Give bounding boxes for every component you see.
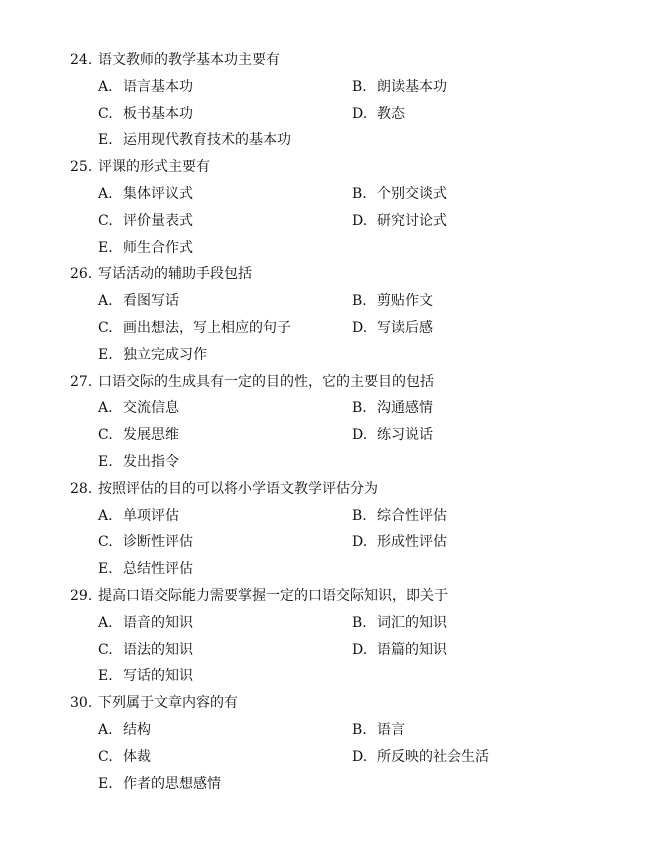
question-27: [0, 369, 656, 476]
option-letter: D.: [352, 105, 368, 122]
option-e: [98, 771, 221, 798]
option-e: [98, 342, 207, 369]
option-d: [352, 101, 405, 128]
option-a: [98, 395, 179, 422]
option-row: [0, 449, 656, 476]
option-row: [0, 771, 656, 798]
option-c: [98, 208, 193, 235]
question-stem: [0, 476, 656, 503]
option-row: [0, 556, 656, 583]
option-letter: D.: [352, 641, 368, 658]
option-b: [352, 395, 433, 422]
option-b: [352, 610, 447, 637]
question-30: [0, 690, 656, 797]
option-row: [0, 637, 656, 664]
option-text: 个别交谈式: [377, 185, 447, 202]
option-letter: E.: [98, 561, 113, 578]
question-number: 28.: [70, 480, 93, 497]
question-stem: [0, 154, 656, 181]
question-text: 提高口语交际能力需要掌握一定的口语交际知识，即关于: [98, 587, 448, 604]
option-row: [0, 717, 656, 744]
question-text: 按照评估的目的可以将小学语文教学评估分为: [98, 480, 378, 497]
option-e: [98, 235, 193, 262]
option-row: [0, 744, 656, 771]
question-text: 下列属于文章内容的有: [98, 695, 238, 712]
option-text: 语音的知识: [123, 614, 193, 631]
option-a: [98, 288, 179, 315]
option-row: [0, 235, 656, 262]
option-letter: A.: [98, 293, 113, 310]
question-number: 26.: [70, 266, 93, 283]
option-letter: D.: [352, 212, 368, 229]
option-text: 集体评议式: [123, 185, 193, 202]
question-number: 25.: [70, 159, 93, 176]
option-d: [352, 208, 447, 235]
option-text: 发展思维: [123, 427, 179, 444]
option-letter: E.: [98, 668, 113, 685]
option-letter: D.: [352, 748, 368, 765]
option-text: 评价量表式: [123, 212, 193, 229]
question-number: 24.: [70, 52, 93, 68]
question-stem: [0, 369, 656, 396]
option-text: 板书基本功: [123, 105, 193, 122]
option-text: 综合性评估: [377, 507, 447, 524]
option-text: 运用现代教育技术的基本功: [123, 132, 291, 149]
option-letter: A.: [98, 721, 113, 738]
option-text: 朗读基本功: [377, 78, 447, 95]
question-28: [0, 476, 656, 583]
option-text: 独立完成习作: [123, 346, 207, 363]
option-a: [98, 503, 179, 530]
option-letter: A.: [98, 400, 113, 417]
option-c: [98, 744, 151, 771]
option-c: [98, 315, 291, 342]
option-c: [98, 637, 193, 664]
option-letter: B.: [352, 614, 367, 631]
option-a: [98, 181, 193, 208]
option-text: 语篇的知识: [377, 641, 447, 658]
option-letter: D.: [352, 534, 368, 551]
question-29: [0, 583, 656, 690]
option-row: [0, 208, 656, 235]
option-text: 语法的知识: [123, 641, 193, 658]
option-b: [352, 74, 447, 101]
question-stem: [0, 690, 656, 717]
option-d: [352, 529, 447, 556]
question-text: 评课的形式主要有: [98, 159, 210, 176]
question-stem: [0, 47, 656, 74]
question-number: 30.: [70, 695, 93, 712]
option-a: [98, 74, 193, 101]
option-letter: A.: [98, 78, 113, 95]
question-number: 29.: [70, 587, 93, 604]
option-text: 总结性评估: [123, 561, 193, 578]
option-letter: B.: [352, 400, 367, 417]
option-c: [98, 101, 193, 128]
option-text: 形成性评估: [377, 534, 447, 551]
option-row: [0, 101, 656, 128]
option-letter: E.: [98, 453, 113, 470]
option-row: [0, 288, 656, 315]
option-letter: A.: [98, 614, 113, 631]
option-row: [0, 315, 656, 342]
option-letter: E.: [98, 239, 113, 256]
option-letter: D.: [352, 319, 368, 336]
option-a: [98, 717, 151, 744]
question-26: [0, 261, 656, 368]
option-letter: B.: [352, 293, 367, 310]
option-text: 沟通感情: [377, 400, 433, 417]
question-24: [0, 47, 656, 154]
option-text: 写读后感: [377, 319, 433, 336]
option-row: [0, 663, 656, 690]
option-text: 语言基本功: [123, 78, 193, 95]
option-letter: A.: [98, 185, 113, 202]
option-text: 剪贴作文: [377, 293, 433, 310]
question-text: 写话活动的辅助手段包括: [98, 266, 252, 283]
option-letter: C.: [98, 212, 113, 229]
option-letter: E.: [98, 775, 113, 792]
question-text: 口语交际的生成具有一定的目的性，它的主要目的包括: [98, 373, 434, 390]
option-text: 单项评估: [123, 507, 179, 524]
option-text: 教态: [377, 105, 405, 122]
option-row: [0, 74, 656, 101]
question-number: 27.: [70, 373, 93, 390]
option-row: [0, 127, 656, 154]
option-letter: C.: [98, 105, 113, 122]
option-e: [98, 127, 291, 154]
option-letter: B.: [352, 78, 367, 95]
option-b: [352, 181, 447, 208]
option-letter: B.: [352, 185, 367, 202]
option-text: 所反映的社会生活: [377, 748, 489, 765]
option-text: 画出想法，写上相应的句子: [123, 319, 291, 336]
option-c: [98, 422, 179, 449]
option-text: 看图写话: [123, 293, 179, 310]
option-text: 师生合作式: [123, 239, 193, 256]
option-d: [352, 315, 433, 342]
option-text: 研究讨论式: [377, 212, 447, 229]
option-text: 诊断性评估: [123, 534, 193, 551]
option-row: [0, 422, 656, 449]
option-text: 练习说话: [377, 427, 433, 444]
option-c: [98, 529, 193, 556]
option-letter: C.: [98, 427, 113, 444]
question-stem: [0, 583, 656, 610]
option-d: [352, 637, 447, 664]
option-letter: E.: [98, 132, 113, 149]
option-row: [0, 395, 656, 422]
question-stem: [0, 261, 656, 288]
option-letter: C.: [98, 534, 113, 551]
option-letter: E.: [98, 346, 113, 363]
option-row: [0, 181, 656, 208]
option-letter: D.: [352, 427, 368, 444]
option-row: [0, 503, 656, 530]
option-letter: C.: [98, 319, 113, 336]
option-letter: C.: [98, 748, 113, 765]
option-text: 写话的知识: [123, 668, 193, 685]
option-b: [352, 717, 405, 744]
option-e: [98, 663, 193, 690]
option-b: [352, 503, 447, 530]
option-letter: C.: [98, 641, 113, 658]
option-d: [352, 744, 489, 771]
option-text: 词汇的知识: [377, 614, 447, 631]
option-b: [352, 288, 433, 315]
option-e: [98, 556, 193, 583]
option-row: [0, 529, 656, 556]
option-text: 体裁: [123, 748, 151, 765]
question-text: 语文教师的教学基本功主要有: [98, 52, 280, 68]
option-row: [0, 610, 656, 637]
option-text: 语言: [377, 721, 405, 738]
option-a: [98, 610, 193, 637]
option-text: 发出指令: [123, 453, 179, 470]
option-text: 交流信息: [123, 400, 179, 417]
option-row: [0, 342, 656, 369]
option-letter: A.: [98, 507, 113, 524]
exam-page: [0, 47, 656, 797]
question-25: [0, 154, 656, 261]
option-letter: B.: [352, 507, 367, 524]
option-text: 作者的思想感情: [123, 775, 221, 792]
option-letter: B.: [352, 721, 367, 738]
option-d: [352, 422, 433, 449]
option-text: 结构: [123, 721, 151, 738]
option-e: [98, 449, 179, 476]
